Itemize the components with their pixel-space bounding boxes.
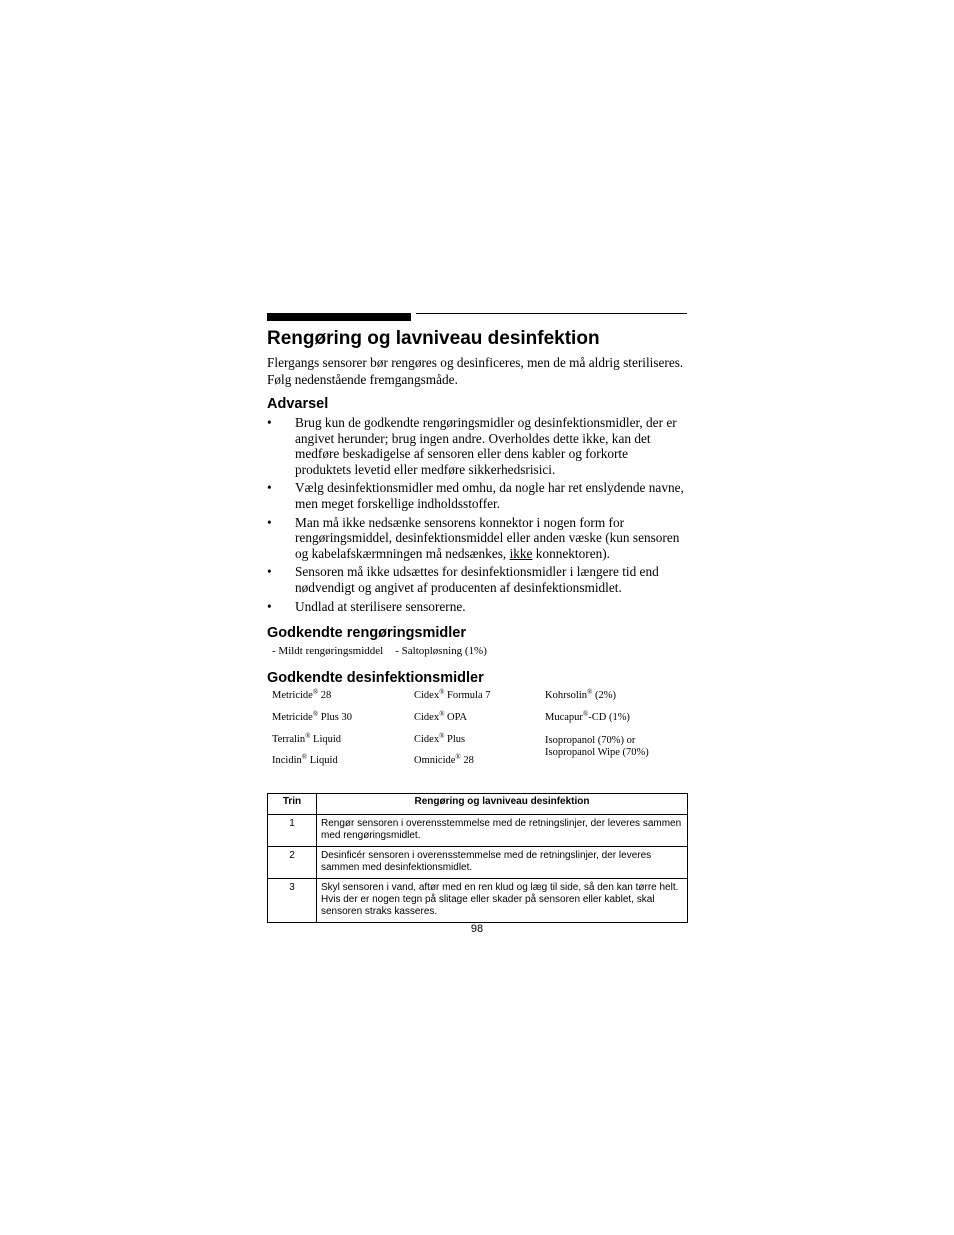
cleaner-item: - Mildt rengøringsmiddel bbox=[272, 645, 384, 657]
cleaners-heading: Godkendte rengøringsmidler bbox=[267, 625, 466, 641]
bullet-icon: • bbox=[267, 514, 272, 530]
disinfectant-item: Kohrsolin® (2%) bbox=[545, 688, 616, 701]
table-row bbox=[268, 879, 688, 923]
disinfectant-item: Cidex® Formula 7 bbox=[414, 688, 491, 701]
warning-list bbox=[267, 415, 687, 617]
section-title: Rengøring og lavniveau desinfektion bbox=[267, 328, 600, 349]
warning-item: • Sensoren må ikke udsættes for desinfektionsmidler i længere tid end nødvendigt og angivet af producenten af desinfektionsmidlet. bbox=[267, 564, 659, 595]
disinfectant-item: Mucapur®-CD (1%) bbox=[545, 710, 630, 723]
warning-item: • Brug kun de godkendte rengøringsmidler og desinfektionsmidler, der er angivet herunder; brug ingen andre. Overholdes dette ikke, kan det medføre beskadigelse af sensoren eller dens kabler og forkorte produktets levetid eller medføre sikkerhedsrisici. bbox=[267, 415, 677, 477]
cleaner-item: - Saltopløsning (1%) bbox=[395, 645, 487, 657]
section-rule-thin bbox=[416, 313, 687, 314]
warning-item: • Vælg desinfektionsmidler med omhu, da nogle har ret enslydende navne, men meget forskellige indholdsstoffer. bbox=[267, 480, 684, 511]
disinfectant-item: Metricide® Plus 30 bbox=[272, 710, 352, 723]
header-step: Trin bbox=[268, 794, 317, 815]
disinfectant-item: Isopropanol (70%) or Isopropanol Wipe (70%) bbox=[545, 735, 649, 758]
disinfectant-item: Metricide® 28 bbox=[272, 688, 332, 701]
bullet-icon: • bbox=[267, 564, 272, 580]
emphasis-ikke: ikke bbox=[509, 545, 533, 561]
step-number: 2 bbox=[268, 847, 317, 879]
bullet-icon: • bbox=[267, 415, 272, 430]
warning-item: • Undlad at sterilisere sensorerne. bbox=[267, 598, 466, 614]
disinfectant-item: Incidin® Liquid bbox=[272, 753, 338, 766]
warning-heading: Advarsel bbox=[267, 396, 329, 412]
step-number: 1 bbox=[268, 815, 317, 847]
bullet-icon: • bbox=[267, 480, 272, 496]
disinfectant-item: Cidex® OPA bbox=[414, 710, 468, 723]
cleaners-list bbox=[272, 645, 499, 657]
step-text: Skyl sensoren i vand, aftør med en ren klud og læg til side, så den kan tørre helt. Hvis der er nogen tegn på slitage eller skader på sensoren eller kablet, skal sensoren straks kasseres. bbox=[317, 879, 688, 923]
disinfectant-item: Cidex® Plus bbox=[414, 732, 466, 745]
warning-item: • Man må ikke nedsænke sensorens konnektor i nogen form for rengøringsmiddel, desinfektionsmiddel eller anden væske (kun sensoren og kabelafskærmningen må nedsænkes, ikke konnektoren). bbox=[267, 514, 680, 561]
table-row bbox=[268, 847, 688, 879]
step-text: Desinficér sensoren i overensstemmelse med de retningslinjer, der leveres sammen med desinfektionsmidlet. bbox=[317, 847, 688, 879]
steps-table bbox=[267, 793, 688, 923]
disinfectants-heading: Godkendte desinfektionsmidler bbox=[267, 670, 484, 686]
disinfectant-item: Terralin® Liquid bbox=[272, 732, 342, 745]
header-procedure: Rengøring og lavniveau desinfektion bbox=[317, 794, 688, 815]
disinfectant-item: Omnicide® 28 bbox=[414, 753, 474, 766]
section-rule-thick bbox=[267, 313, 411, 321]
bullet-icon: • bbox=[267, 598, 272, 614]
step-text: Rengør sensoren i overensstemmelse med de retningslinjer, der leveres sammen med rengøringsmidlet. bbox=[317, 815, 688, 847]
step-number: 3 bbox=[268, 879, 317, 923]
table-row bbox=[268, 815, 688, 847]
intro-paragraph: Flergangs sensorer bør rengøres og desinficeres, men de må aldrig steriliseres. Følg nedenstående fremgangsmåde. bbox=[267, 355, 684, 387]
page-number: 98 bbox=[470, 923, 484, 935]
table-header-row bbox=[268, 794, 688, 815]
